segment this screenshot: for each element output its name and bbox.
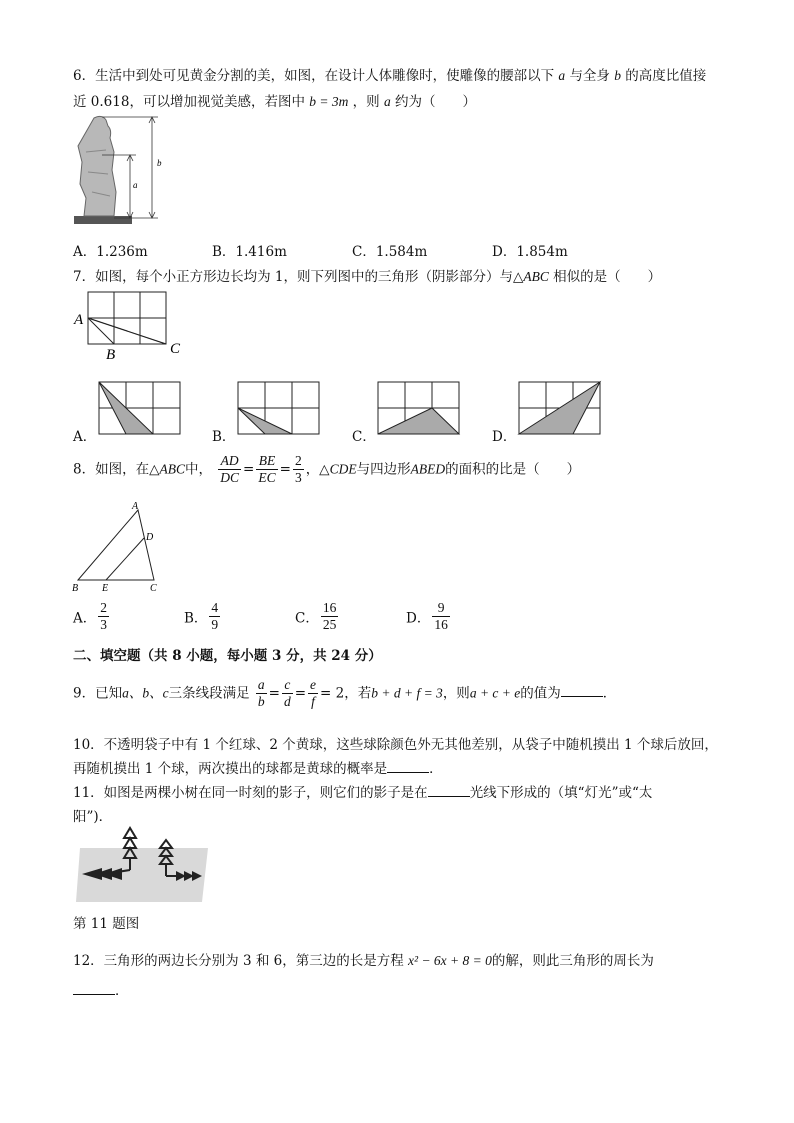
q6-text-2c: 约为（ ）: [395, 94, 476, 110]
q6-option-c[interactable]: C．1.584m: [352, 244, 428, 260]
q9-fraction-e-f: [308, 677, 318, 710]
q8-option-a-fraction: [98, 600, 109, 633]
q9-expression: a + c + e: [469, 685, 521, 701]
q9-line: [73, 677, 616, 710]
q8-option-c[interactable]: [295, 600, 340, 633]
q9-end: ．: [602, 685, 617, 702]
q7-label-b: B: [106, 347, 116, 363]
q9-text-d: ，则: [442, 685, 470, 702]
fig-label-a: a: [133, 180, 138, 190]
q8-option-d-den: 16: [434, 617, 448, 632]
q12-line-2: [73, 979, 129, 999]
q8-option-c-num: 16: [322, 600, 337, 615]
q7-option-d-figure[interactable]: [518, 381, 602, 436]
q8-segment-de: [106, 538, 144, 580]
q7-ac-line: [88, 318, 166, 344]
q8-label-d: D: [146, 532, 154, 543]
q8-option-b-fraction: [209, 600, 220, 633]
q7-option-c-letter[interactable]: C．: [352, 429, 376, 445]
q8-line: [73, 453, 580, 486]
q12-text-a: 12．三角形的两边长分别为 3 和 6，第三边的长是方程: [73, 953, 404, 969]
q7-option-c-figure[interactable]: [377, 381, 461, 436]
q7-text-end: 相似的是（ ）: [553, 269, 662, 285]
q6-text-end: 的高度比值接: [625, 68, 707, 84]
q8-option-a-den: 3: [100, 617, 107, 632]
q8-fraction-be-ec: [256, 453, 277, 486]
q9-frac-a: a: [257, 677, 265, 692]
q7-option-a-figure[interactable]: [98, 381, 182, 436]
q7-option-d-letter[interactable]: D．: [492, 429, 517, 445]
q6-option-d[interactable]: D．1.854m: [492, 244, 568, 260]
q8-frac1-den: DC: [220, 470, 240, 485]
q6-line-1: [73, 64, 706, 84]
q9-eq2: =: [294, 685, 307, 702]
q9-frac-f: f: [308, 693, 318, 710]
q8-eq-1: =: [243, 461, 255, 478]
q8-option-c-den: 25: [322, 617, 337, 632]
q12-text-b: 的解，则此三角形的周长为: [491, 953, 654, 969]
q6-var-a: a: [558, 68, 566, 83]
q12-equation: x² − 6x + 8 = 0: [408, 953, 492, 968]
q8-triangle-figure: [70, 500, 170, 595]
q8-option-d-fraction: [432, 600, 450, 633]
q9-frac-d: d: [283, 694, 291, 709]
q10-line-1: 10．不透明袋子中有 1 个红球、2 个黄球，这些球除颜色外无其他差别，从袋子中随机摸出 1 个球后放回，: [73, 737, 718, 753]
q9-text-a: 9．已知: [73, 685, 123, 702]
q8-option-a-num: 2: [100, 600, 107, 615]
q10-end: ．: [429, 761, 443, 777]
q9-fraction-c-d: [282, 677, 293, 710]
q7-line: [73, 265, 661, 285]
q8-option-d[interactable]: [406, 600, 452, 633]
q11-line-2: 阳”)．: [73, 809, 113, 825]
q6-option-a[interactable]: A．1.236m: [73, 244, 148, 260]
q8-option-b[interactable]: [184, 600, 222, 633]
statue-base: [74, 216, 132, 224]
q9-frac-e: e: [310, 677, 317, 692]
statue-figure: [72, 112, 172, 228]
q8-text-e: 的面积的比是（ ）: [445, 461, 581, 478]
q11-answer-blank[interactable]: [428, 782, 470, 797]
q8-label-a: A: [132, 501, 139, 512]
q7-option-a-letter[interactable]: A．: [73, 429, 97, 445]
q9-eq1: =: [268, 685, 280, 702]
q8-text-b: 中，: [184, 461, 212, 478]
q6-text-2b: ，则: [352, 94, 380, 110]
q8-eq-2: =: [279, 461, 291, 478]
q6-var-a-2: a: [383, 94, 391, 109]
q9-condition: b + d + f = 3: [371, 685, 443, 701]
q8-fraction-2-3: [293, 453, 304, 486]
q8-frac1-num: AD: [220, 453, 239, 468]
q8-frac3-den: 3: [294, 470, 302, 485]
q9-text-b: 三条线段满足: [168, 685, 250, 702]
q8-label-e: E: [102, 583, 109, 594]
q9-frac-b: b: [257, 694, 265, 709]
q9-answer-blank[interactable]: [561, 682, 603, 697]
q11-tree-shadow-figure: [74, 826, 210, 906]
q8-abc: ABC: [159, 461, 185, 477]
q9-eq-value: = 2: [320, 685, 345, 702]
q7-label-c: C: [170, 341, 181, 357]
q6-text-2a: 近 0.618，可以增加视觉美感，若图中: [73, 94, 305, 110]
q11-line-1: [73, 781, 652, 801]
q9-text-e: 的值为: [520, 685, 561, 702]
q10-line-2: [73, 757, 443, 777]
q8-option-c-letter: C．: [295, 610, 319, 627]
q11-text-a: 11．如图是两棵小树在同一时刻的影子，则它们的影子是在: [73, 785, 428, 801]
q9-text-c: ，若: [344, 685, 372, 702]
q7-option-b-figure[interactable]: [237, 381, 321, 436]
q7-c-shaded-triangle: [378, 408, 459, 434]
q6-equation: b = 3m: [309, 94, 349, 109]
q7-text: 7．如图，每个小正方形边长均为 1，则下列图中的三角形（阴影部分）与△: [73, 269, 524, 285]
q8-fraction-ad-dc: [218, 453, 241, 486]
q8-option-b-num: 4: [211, 600, 219, 615]
statue-body: [78, 116, 116, 216]
q6-text-mid: 与全身: [569, 68, 610, 84]
q8-text-a: 8．如图，在△: [73, 461, 160, 478]
q9-frac-c: c: [284, 677, 291, 692]
q8-option-a[interactable]: [73, 600, 111, 633]
q6-var-b: b: [614, 68, 621, 83]
q8-option-b-den: 9: [211, 617, 219, 632]
q6-option-b[interactable]: B．1.416m: [212, 244, 287, 260]
q12-answer-blank[interactable]: [73, 980, 115, 995]
q8-option-c-fraction: [321, 600, 339, 633]
q7-abc: ABC: [523, 269, 549, 284]
q8-label-b: B: [72, 583, 79, 594]
fig-label-b: b: [157, 158, 162, 168]
q6-line-2: [73, 90, 476, 110]
q8-text-c: ，△: [305, 461, 330, 478]
q7-option-b-letter[interactable]: B．: [212, 429, 236, 445]
q7-label-a: A: [74, 312, 84, 328]
q8-text-d: 与四边形: [356, 461, 411, 478]
q8-option-d-letter: D．: [406, 610, 431, 627]
q8-frac2-den: EC: [258, 470, 276, 485]
q12-end: ．: [115, 983, 129, 999]
q8-option-a-letter: A．: [73, 610, 97, 627]
q10-text: 再随机摸出 1 个球，两次摸出的球都是黄球的概率是: [73, 761, 388, 777]
q8-frac3-num: 2: [294, 453, 302, 468]
q8-option-d-num: 9: [437, 600, 445, 615]
section-2-heading: 二、填空题（共 8 小题，每小题 3 分，共 24 分）: [73, 648, 382, 664]
q8-option-b-letter: B．: [184, 610, 208, 627]
q9-vars: a、b、c: [122, 685, 169, 701]
q12-line-1: [73, 949, 654, 969]
q9-fraction-a-b: [256, 677, 267, 710]
q8-frac2-num: BE: [258, 453, 276, 468]
q6-text: 6．生活中到处可见黄金分割的美，如图，在设计人体雕像时，使雕像的腰部以下: [73, 68, 555, 84]
q11-text-b: 光线下形成的（填“灯光”或“太: [469, 785, 653, 801]
q7-main-grid-figure: [72, 290, 192, 362]
q8-cde: CDE: [329, 461, 357, 477]
q7-grid: [88, 292, 166, 344]
q10-answer-blank[interactable]: [387, 758, 429, 773]
q8-abed: ABED: [410, 461, 446, 477]
q8-label-c: C: [150, 583, 157, 594]
q11-figure-caption: 第 11 题图: [73, 916, 140, 932]
